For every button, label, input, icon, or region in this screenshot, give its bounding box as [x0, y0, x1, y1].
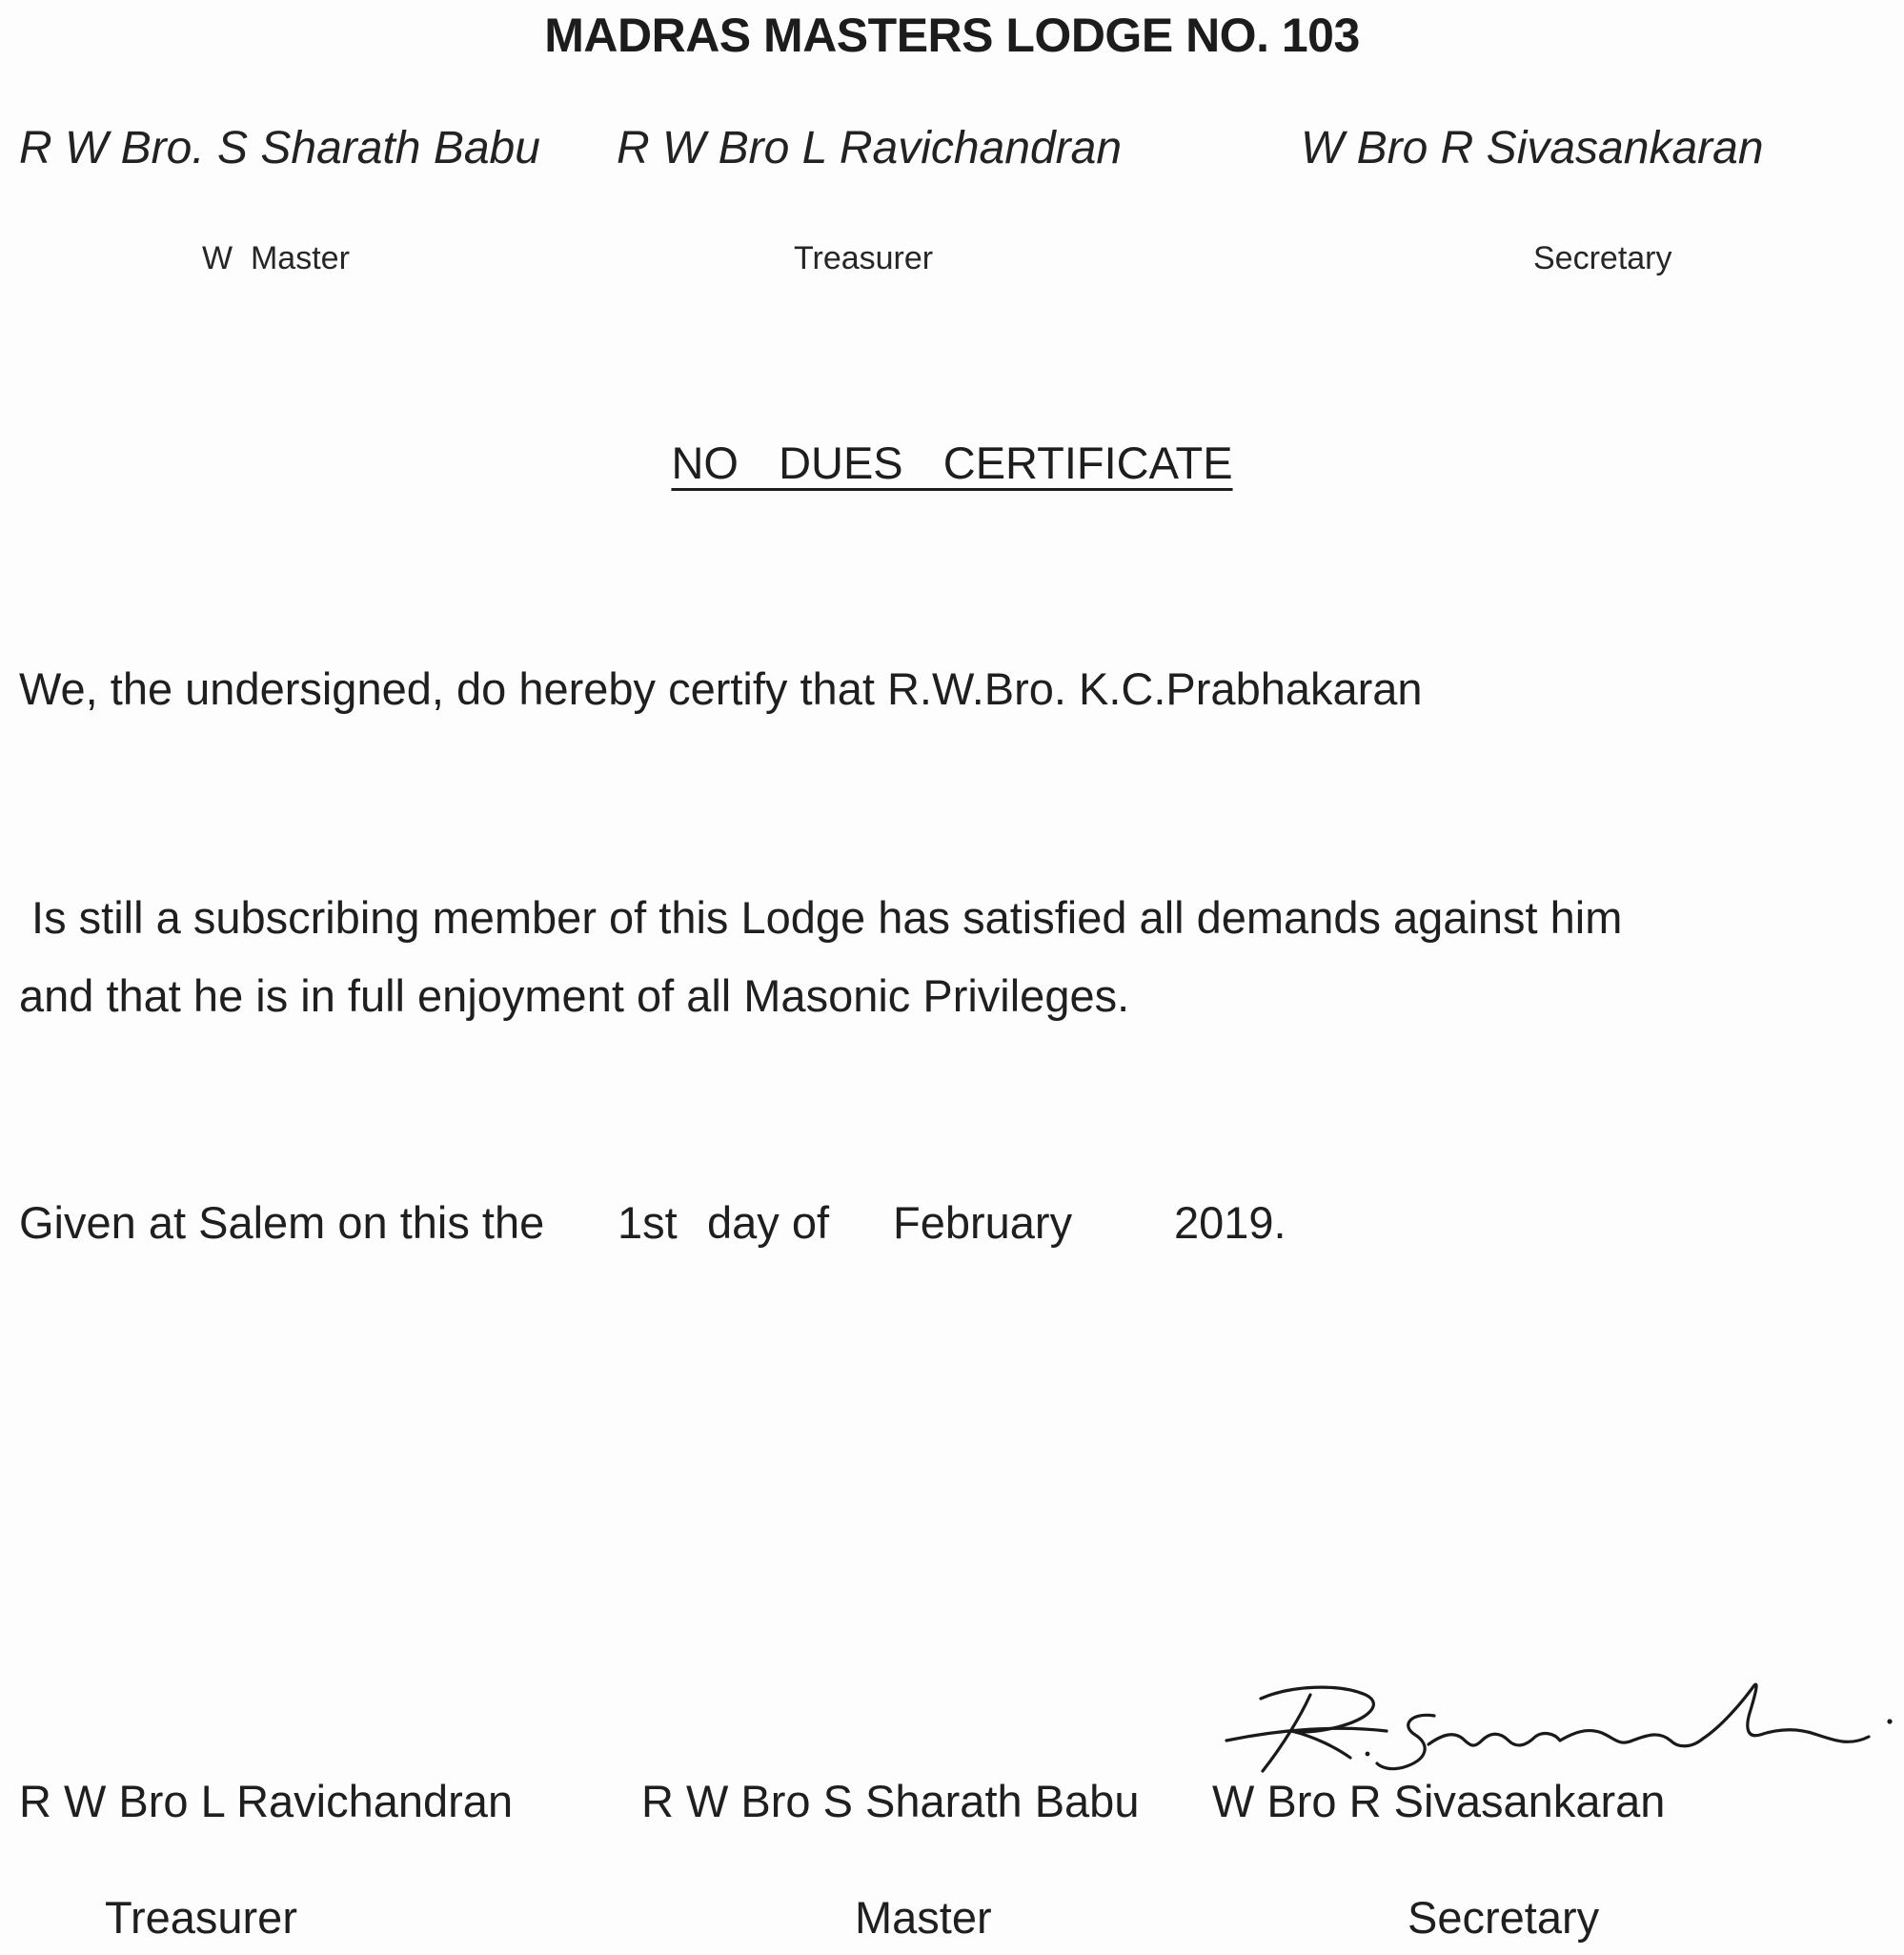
given-year: 2019.	[1174, 1197, 1286, 1248]
given-month: February	[893, 1197, 1073, 1248]
signatory-name-secretary: W Bro R Sivasankaran	[1212, 1776, 1666, 1826]
given-day: 1st	[618, 1197, 678, 1248]
signatory-name-master: R W Bro S Sharath Babu	[641, 1776, 1140, 1826]
certificate-line-3: and that he is in full enjoyment of all Masonic Privileges.	[19, 970, 1130, 1021]
officer-name-secretary: W Bro R Sivasankaran	[1301, 123, 1764, 173]
officer-name-treasurer: R W Bro L Ravichandran	[617, 123, 1123, 173]
officer-name-master: R W Bro. S Sharath Babu	[19, 123, 540, 173]
certificate-heading-text: NO DUES CERTIFICATE	[671, 438, 1233, 488]
given-day-of: day of	[707, 1197, 830, 1248]
signatory-role-master: Master	[855, 1892, 992, 1943]
officer-role-treasurer: Treasurer	[794, 240, 934, 276]
officer-role-secretary: Secretary	[1533, 240, 1672, 276]
certificate-line-2: Is still a subscribing member of this Lodge has satisfied all demands against him	[19, 892, 1623, 943]
signatory-role-treasurer: Treasurer	[105, 1892, 297, 1943]
secretary-signature	[1225, 1678, 1901, 1782]
signatory-name-treasurer: R W Bro L Ravichandran	[19, 1776, 514, 1826]
lodge-title: MADRAS MASTERS LODGE NO. 103	[544, 9, 1360, 62]
officer-role-master: W Master	[202, 240, 350, 276]
given-at-prefix: Given at Salem on this the	[19, 1197, 545, 1248]
signatory-role-secretary: Secretary	[1408, 1892, 1600, 1943]
certificate-heading	[0, 437, 1904, 489]
certificate-line-1: We, the undersigned, do hereby certify that R.W.Bro. K.C.Prabhakaran	[19, 663, 1423, 714]
